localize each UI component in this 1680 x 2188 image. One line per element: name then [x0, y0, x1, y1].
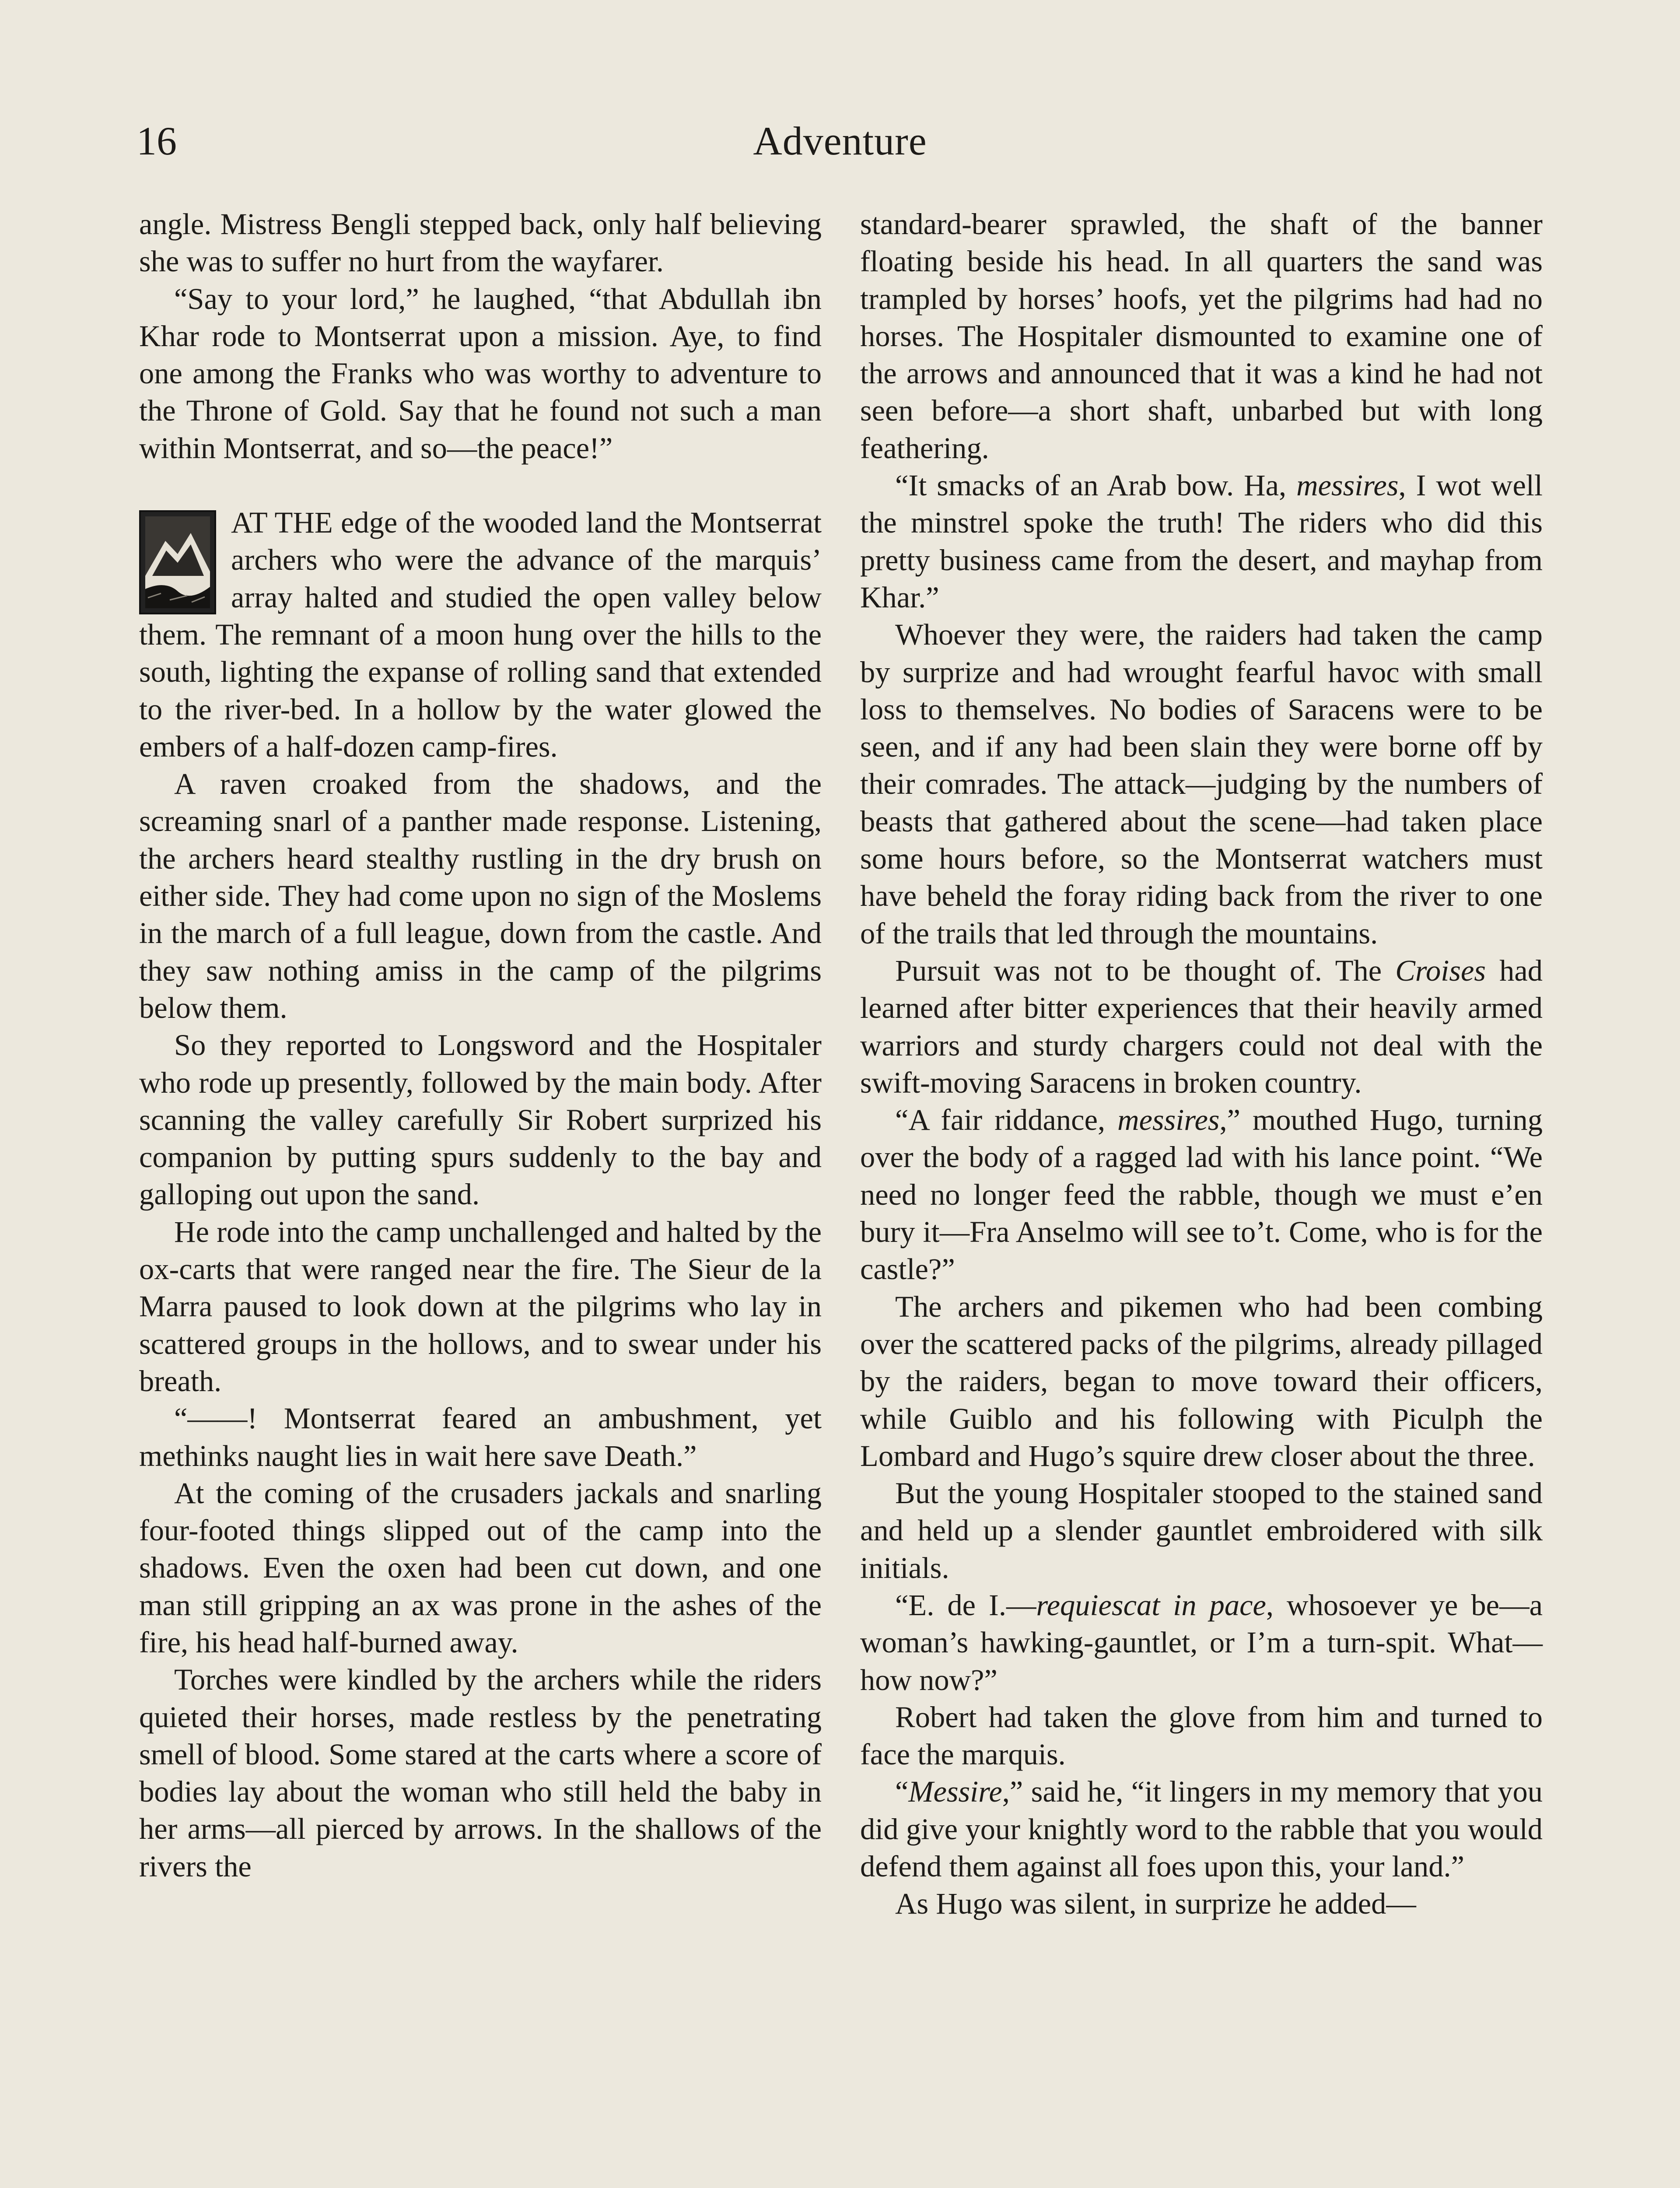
section-opening-paragraph [139, 504, 822, 765]
paragraph [860, 467, 1543, 616]
paragraph: “——! Montserrat feared an ambushment, yet methinks naught lies in wait here save Death.” [139, 1402, 822, 1473]
paragraph: So they reported to Longsword and the Hospitaler who rode up presently, followed by the main body. After scanning the valley carefully Sir Robert surprized his companion by putting spurs suddenly to the bay and galloping out upon the sand. [139, 1028, 822, 1211]
ornamental-initial-illustration [139, 510, 216, 614]
page-header [136, 115, 1544, 167]
text-run: “E. de I.— [895, 1588, 1036, 1622]
paragraph: But the young Hospitaler stooped to the stained sand and held up a slender gauntlet embroidered with silk initials. [860, 1476, 1543, 1585]
paragraph: The archers and pikemen who had been combing over the scattered packs of the pilgrims, already pillaged by the raiders, began to move toward their officers, while Guiblo and his following with Piculph the Lombard and Hugo’s squire drew closer about the three. [860, 1290, 1543, 1473]
text-run: “It smacks of an Arab bow. Ha, [895, 469, 1297, 502]
italic-text-run: Messire [908, 1775, 1002, 1809]
text-run: ,” said he, “it lingers in my memory that you did give your knightly word to the rabble that you would defend them against all foes upon this, your land.” [860, 1775, 1543, 1883]
text-run: “A fair riddance, [895, 1103, 1118, 1137]
paragraph: standard-bearer sprawled, the shaft of the banner floating beside his head. In all quarters the sand was trampled by horses’ hoofs, yet the pilgrims had had no horses. The Hospitaler dismounted to examine one of the arrows and announced that it was a kind he had not seen before—a short shaft, unbarbed but with long feathering. [860, 207, 1543, 465]
paragraph-text: AT THE edge of the wooded land the Montserrat archers who were the advance of the marquis’ array halted and studied the open valley below them. The remnant of a moon hung over the hills to the south, lighting the expanse of rolling sand that extended to the river-bed. In a hollow by the water glowed the embers of a half-dozen camp-fires. [139, 506, 822, 763]
paragraph [860, 952, 1543, 1101]
paragraph: Whoever they were, the raiders had taken the camp by surprize and had wrought fearful havoc with small loss to themselves. No bodies of Saracens were to be seen, and if any had been slain they were borne off by their comrades. The attack—judging by the numbers of beasts that gathered about the scene—had taken place some hours before, so the Montserrat watchers must have beheld the foray riding back from the river to one of the trails that led through the mountains. [860, 618, 1543, 950]
section-break [139, 467, 822, 504]
paragraph: A raven croaked from the shadows, and the screaming snarl of a panther made response. Listening, the archers heard stealthy rustling in the dry brush on either side. They had come upon no sign of the Moslems in the march of a full league, down from the castle. And they saw nothing amiss in the camp of the pilgrims below them. [139, 767, 822, 1024]
italic-text-run: requiescat in pace [1036, 1588, 1266, 1622]
italic-text-run: messires [1117, 1103, 1220, 1137]
text-column-left [139, 206, 822, 2188]
text-run: Pursuit was not to be thought of. The [895, 954, 1396, 987]
italic-text-run: Croises [1395, 954, 1486, 987]
paragraph: At the coming of the crusaders jackals and snarling four-footed things slipped out of the camp into the shadows. Even the oxen had been cut down, and one man still gripping an ax was prone in the ashes of the fire, his head half-burned away. [139, 1476, 822, 1659]
text-run: , whosoever ye be—a woman’s hawking-gauntlet, or I’m a turn-spit. What—how now?” [860, 1588, 1543, 1697]
paragraph [860, 1101, 1543, 1288]
text-run: , I wot well the minstrel spoke the truth! The riders who did this pretty business came from the desert, and mayhap from Khar.” [860, 469, 1543, 614]
paragraph [860, 1773, 1543, 1885]
paragraph: Robert had taken the glove from him and turned to face the marquis. [860, 1700, 1543, 1771]
text-run: had learned after bitter experiences that their heavily armed warriors and sturdy chargers could not deal with the swift-moving Saracens in broken country. [860, 954, 1543, 1099]
paragraph: As Hugo was silent, in surprize he added— [895, 1887, 1416, 1921]
paragraph: Torches were kindled by the archers while the riders quieted their horses, made restless by the penetrating smell of blood. Some stared at the carts where a score of bodies lay about the woman who still held the baby in her arms—all pierced by arrows. In the shallows of the rivers the [139, 1663, 822, 1883]
paragraph: angle. Mistress Bengli stepped back, only half believing she was to suffer no hurt from the wayfarer. [139, 207, 822, 278]
text-column-right [860, 206, 1543, 2188]
running-title: Adventure [753, 119, 927, 163]
text-run: “ [895, 1775, 909, 1809]
text-run: ,” mouthed Hugo, turning over the body of a ragged lad with his lance point. “We need no longer feed the rabble, though we must e’en bury it—Fra Anselmo will see to’t. Come, who is for the castle?” [860, 1103, 1543, 1286]
page-number: 16 [136, 119, 177, 163]
paragraph: “Say to your lord,” he laughed, “that Abdullah ibn Khar rode to Montserrat upon a mission. Aye, to find one among the Franks who was worthy to adventure to the Throne of Gold. Say that he found not such a man within Montserrat, and so—the peace!” [139, 282, 822, 465]
paragraph: He rode into the camp unchallenged and halted by the ox-carts that were ranged near the fire. The Sieur de la Marra paused to look down at the pilgrims who lay in scattered groups in the hollows, and to swear under his breath. [139, 1215, 822, 1398]
paragraph [860, 1587, 1543, 1699]
italic-text-run: messires [1296, 469, 1399, 502]
